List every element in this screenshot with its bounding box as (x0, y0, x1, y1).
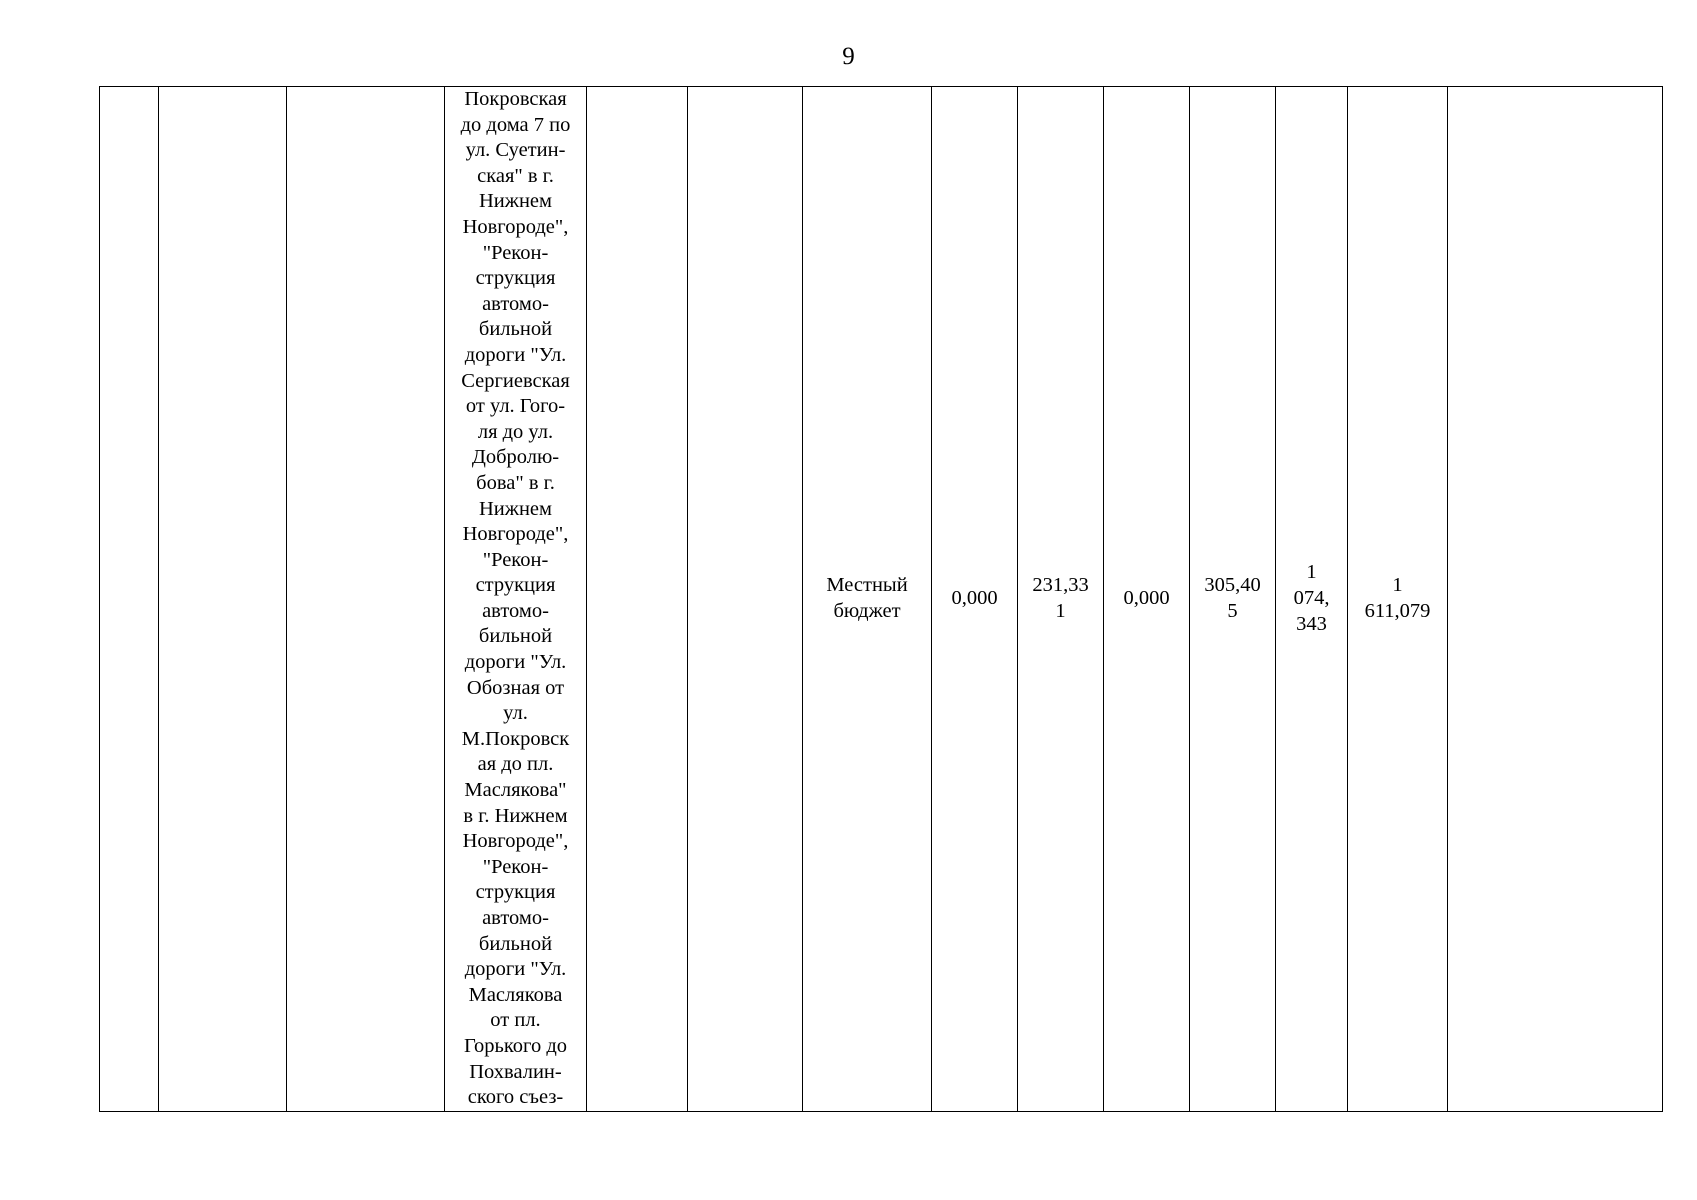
description-line: Новгороде", (462, 523, 569, 546)
description-line: дороги "Ул. (464, 958, 567, 981)
value-cell-3: 0,000 (1104, 87, 1190, 1112)
value-line: 1 (1306, 561, 1317, 584)
description-line: струкция (475, 267, 556, 290)
description-line: ля до ул. (477, 420, 554, 443)
description-line: Нижнем (479, 497, 552, 520)
description-line: Добролю- (471, 446, 560, 469)
object-description-cell (445, 87, 587, 1112)
description-line: бильной (478, 625, 553, 648)
description-line: Маслякова" (464, 779, 567, 802)
value-line: 305,40 (1204, 574, 1261, 597)
value-cell-6 (1348, 87, 1448, 1112)
description-line: в г. Нижнем (463, 804, 568, 827)
description-line: бильной (478, 318, 553, 341)
funding-source-line: Местный (826, 574, 908, 597)
funding-source-cell (803, 87, 932, 1112)
page-number: 9 (842, 43, 855, 70)
description-line: ул. (503, 702, 528, 725)
description-line: Новгороде", (462, 830, 569, 853)
description-line: М.Покровск (461, 727, 570, 750)
table-row (100, 87, 1663, 1112)
description-line: Сергиевская (461, 369, 570, 392)
description-line: ул. Суетин- (465, 139, 566, 162)
description-line: бова" в г. (476, 471, 555, 494)
value-line: 343 (1296, 612, 1327, 635)
description-line: ского съез- (467, 1086, 564, 1109)
description-line: "Рекон- (482, 548, 549, 571)
value-line: 1 (1055, 599, 1066, 622)
description-line: автомо- (482, 599, 549, 622)
description-line: бильной (478, 932, 553, 955)
description-line: автомо- (482, 292, 549, 315)
description-line: струкция (475, 574, 556, 597)
description-line: Обозная от (466, 676, 565, 699)
description-line: Горького до (463, 1034, 568, 1057)
description-line: от ул. Гого- (465, 395, 566, 418)
description-line: от пл. (490, 1009, 541, 1032)
description-line: "Рекон- (482, 855, 549, 878)
description-line: дороги "Ул. (464, 651, 567, 674)
value-cell-4 (1190, 87, 1276, 1112)
cell-empty-14 (1448, 87, 1663, 1112)
description-line: Похвалин- (469, 1060, 562, 1083)
cell-empty-6 (688, 87, 803, 1112)
description-line: Новгороде", (462, 215, 569, 238)
description-line: Покровская (464, 88, 567, 110)
value-line: 611,079 (1364, 599, 1431, 622)
description-line: ая до пл. (477, 753, 554, 776)
cell-empty-5 (587, 87, 688, 1112)
value-line: 5 (1227, 599, 1238, 622)
description-line: Маслякова (468, 983, 563, 1006)
value-line: 074, (1293, 587, 1330, 610)
budget-table (99, 86, 1663, 1112)
description-line: Нижнем (479, 190, 552, 213)
cell-empty-2 (159, 87, 287, 1112)
description-line: до дома 7 по (460, 113, 571, 136)
value-cell-5 (1276, 87, 1348, 1112)
description-line: струкция (475, 881, 556, 904)
description-line: "Рекон- (482, 241, 549, 264)
description-line: дороги "Ул. (464, 343, 567, 366)
cell-empty-3 (287, 87, 445, 1112)
description-line: автомо- (482, 907, 549, 929)
cell-empty-1 (100, 87, 159, 1112)
value-cell-2 (1018, 87, 1104, 1112)
value-cell-1: 0,000 (932, 87, 1018, 1112)
description-line: ская" в г. (477, 164, 554, 187)
funding-source-line: бюджет (833, 599, 901, 622)
value-line: 1 (1392, 574, 1403, 597)
value-line: 231,33 (1032, 574, 1089, 597)
